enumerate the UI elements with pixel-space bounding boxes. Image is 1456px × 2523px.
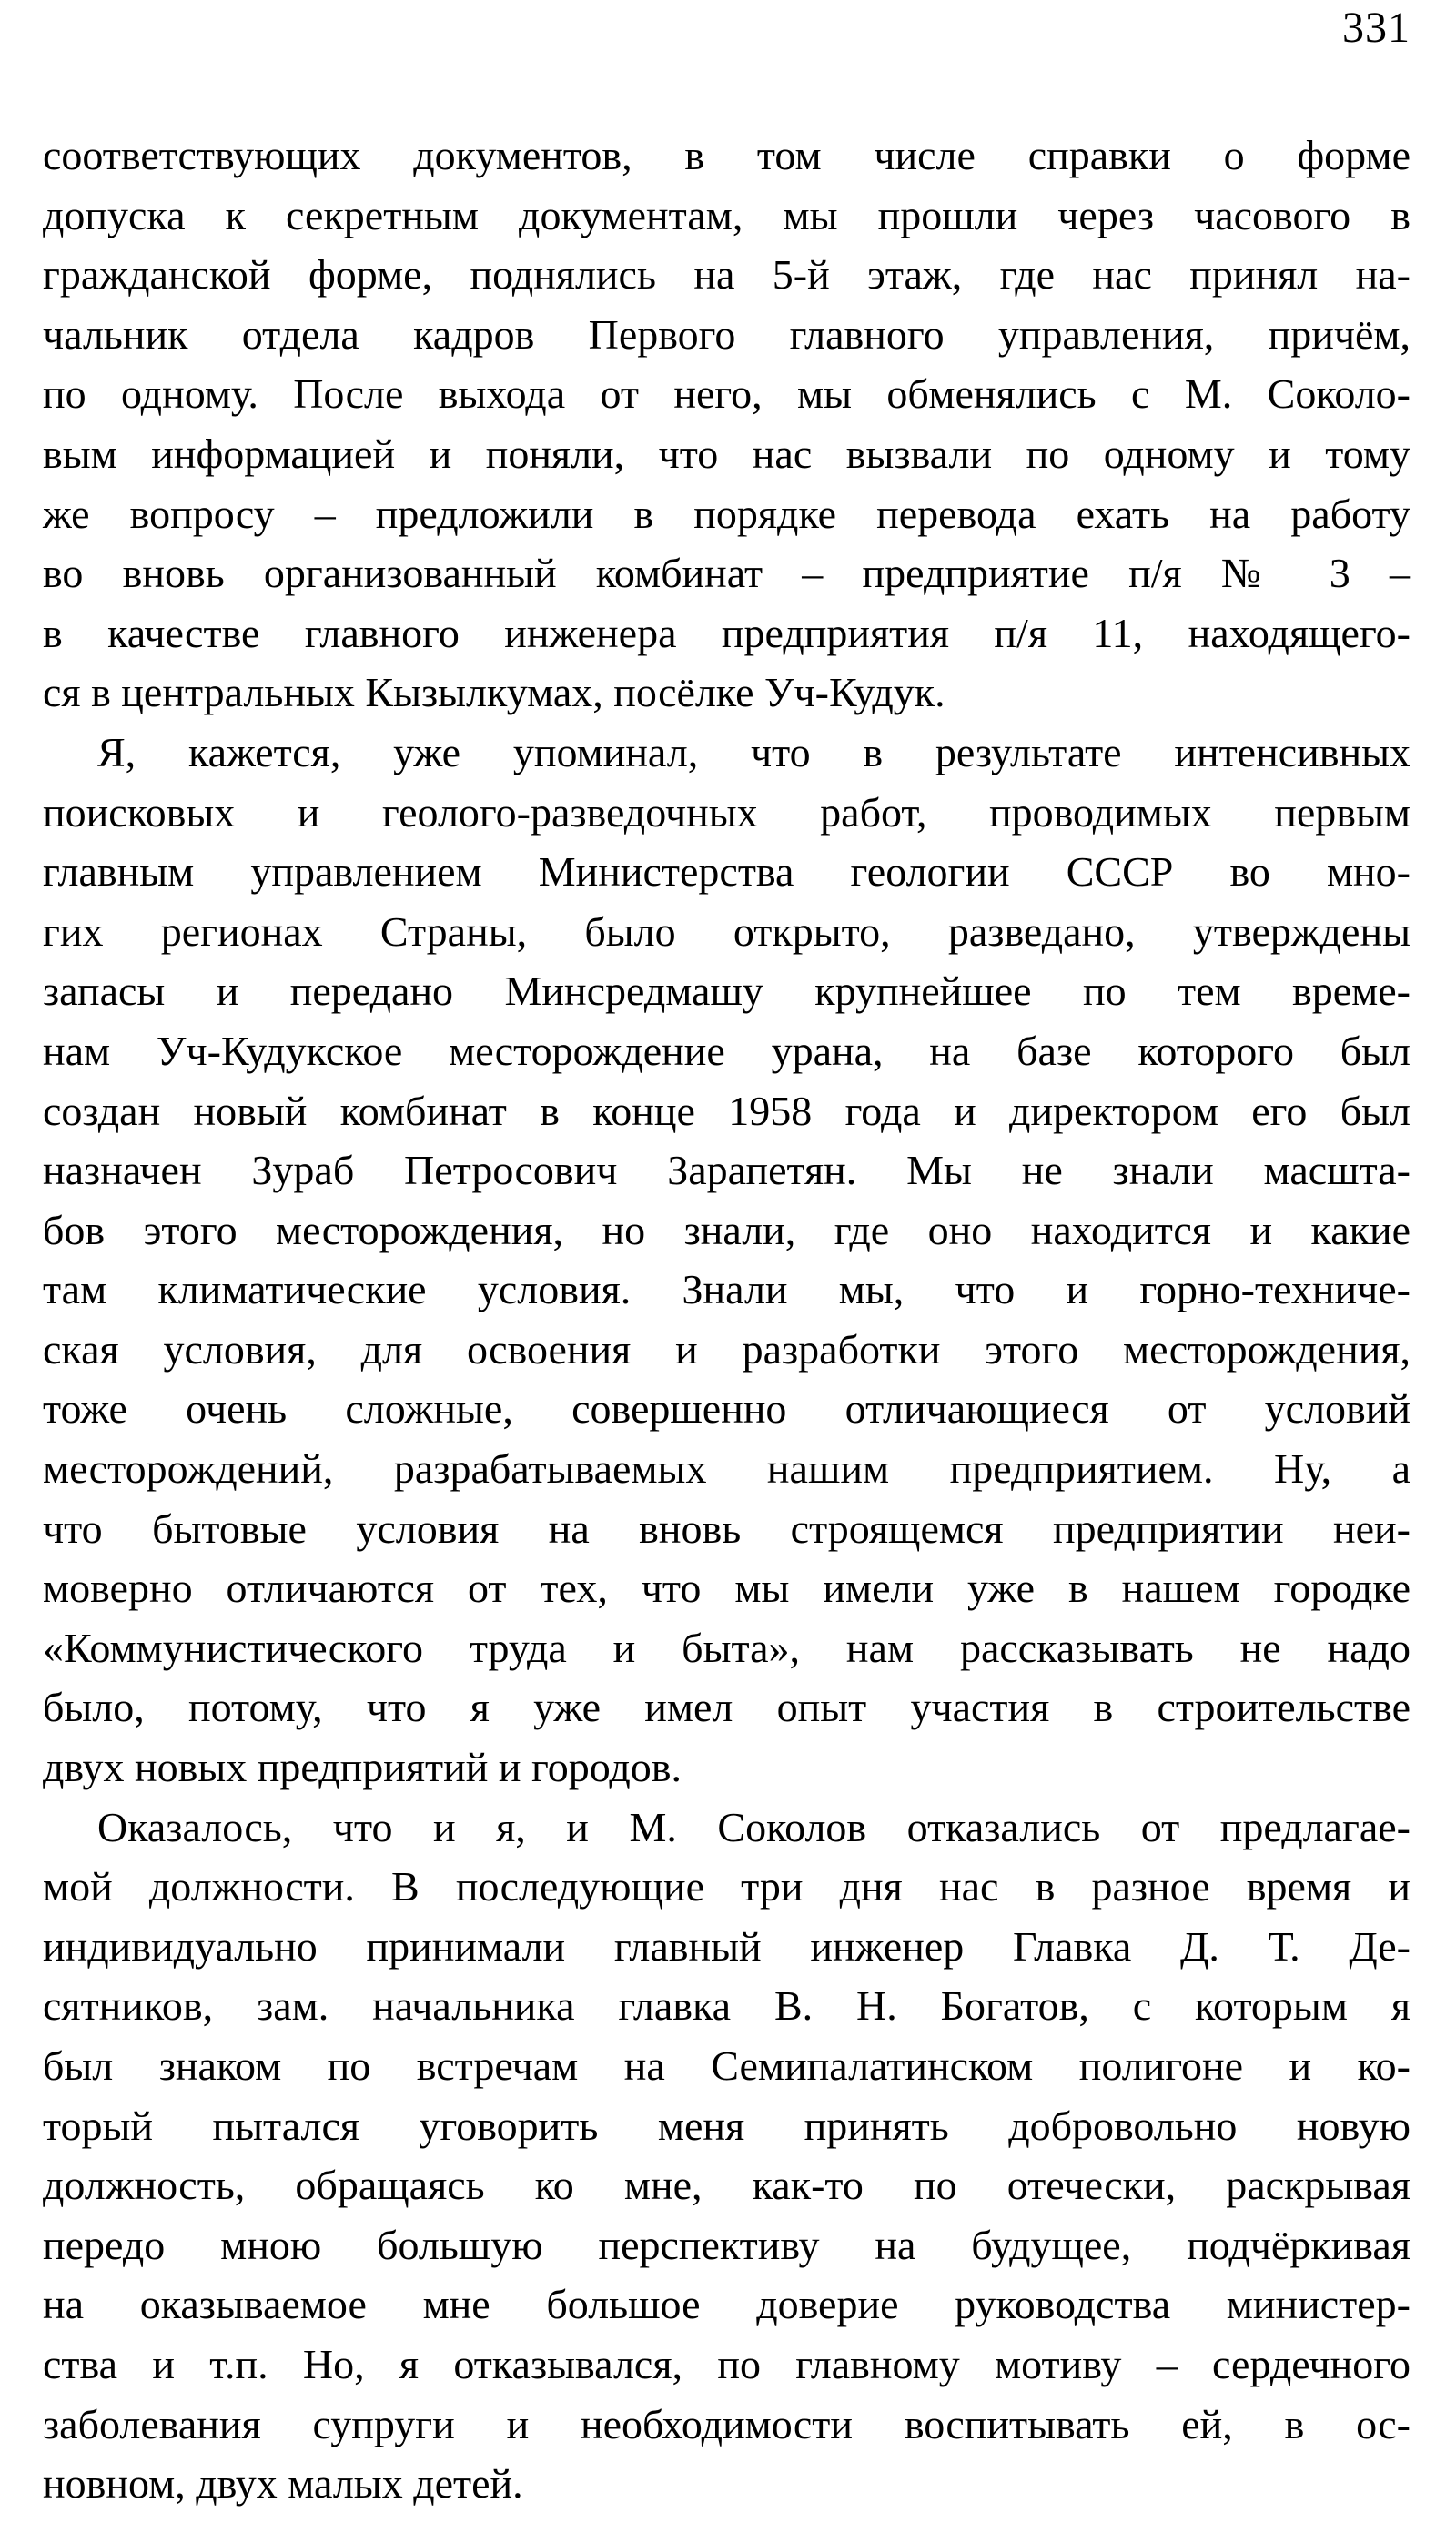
paragraph-3: [43, 1798, 1410, 2514]
text-line: на оказываемое мне большое доверие руководства министер-: [43, 2281, 1410, 2328]
text-line: нам Уч-Кудукское месторождение урана, на базе которого был: [43, 1027, 1410, 1074]
text-line: месторождений, разрабатываемых нашим предприятием. Ну, а: [43, 1445, 1410, 1493]
text-line: тоже очень сложные, совершенно отличающиеся от условий: [43, 1385, 1410, 1433]
text-line: поисковых и геолого-разведочных работ, проводимых первым: [43, 788, 1410, 836]
text-line: ся в центральных Кызылкумах, посёлке Уч-Кудук.: [43, 669, 945, 716]
text-line: гих регионах Страны, было открыто, разведано, утверждены: [43, 907, 1410, 955]
text-line: моверно отличаются от тех, что мы имели уже в нашем городке: [43, 1565, 1410, 1612]
text-line: двух новых предприятий и городов.: [43, 1744, 682, 1791]
paragraph-1: [43, 126, 1410, 723]
text-line: должность, обращаясь ко мне, как-то по отечески, раскрывая: [43, 2162, 1410, 2209]
text-line: было, потому, что я уже имел опыт участия в строительстве: [43, 1684, 1410, 1731]
text-line: в качестве главного инженера предприятия п/я 11, находящего-: [43, 609, 1410, 656]
text-line: новном, двух малых детей.: [43, 2460, 523, 2508]
text-line: гражданской форме, поднялись на 5-й этаж, где нас принял на-: [43, 251, 1410, 299]
text-line: бов этого месторождения, но знали, где оно находится и какие: [43, 1206, 1410, 1253]
text-line: допуска к секретным документам, мы прошли через часового в: [43, 191, 1410, 238]
text-line: чальник отдела кадров Первого главного управления, причём,: [43, 310, 1410, 358]
text-line: заболевания супруги и необходимости воспитывать ей, в ос-: [43, 2400, 1410, 2447]
text-line: по одному. После выхода от него, мы обменялись с М. Соколо-: [43, 370, 1410, 418]
text-line: назначен Зураб Петросович Зарапетян. Мы не знали масшта-: [43, 1147, 1410, 1194]
paragraph-2: [43, 723, 1410, 1798]
text-line: передо мною большую перспективу на будущее, подчёркивая: [43, 2221, 1410, 2268]
text-line: соответствующих документов, в том числе справки о форме: [43, 132, 1410, 178]
text-line: главным управлением Министерства геологии СССР во мно-: [43, 848, 1410, 896]
text-line: что бытовые условия на вновь строящемся предприятии неи-: [43, 1505, 1410, 1552]
text-line: ская условия, для освоения и разработки этого месторождения,: [43, 1325, 1410, 1373]
text-line: сятников, зам. начальника главка В. Н. Богатов, с которым я: [43, 1982, 1410, 2030]
text-line: запасы и передано Минсредмашу крупнейшее по тем време-: [43, 968, 1410, 1015]
text-line: же вопросу – предложили в порядке перевода ехать на работу: [43, 490, 1410, 537]
text-line: индивидуально принимали главный инженер Главка Д. Т. Де-: [43, 1922, 1410, 1970]
text-line: ства и т.п. Но, я отказывался, по главному мотиву – сердечного: [43, 2340, 1410, 2387]
text-line: во вновь организованный комбинат – предприятие п/я № 3 –: [43, 550, 1410, 597]
text-line: торый пытался уговорить меня принять добровольно новую: [43, 2102, 1410, 2149]
text-line: там климатические условия. Знали мы, что и горно-техниче-: [43, 1266, 1410, 1313]
text-line: был знаком по встречам на Семипалатинском полигоне и ко-: [43, 2042, 1410, 2089]
text-line: «Коммунистического труда и быта», нам рассказывать не надо: [43, 1624, 1410, 1671]
text-line: Я, кажется, уже упоминал, что в результате интенсивных: [97, 728, 1410, 775]
text-line: Оказалось, что и я, и М. Соколов отказались от предлагае-: [97, 1803, 1410, 1850]
text-line: создан новый комбинат в конце 1958 года и директором его был: [43, 1087, 1410, 1134]
text-block: [43, 126, 1410, 2514]
page-number: 331: [1342, 4, 1410, 52]
text-line: вым информацией и поняли, что нас вызвали по одному и тому: [43, 430, 1410, 477]
text-line: мой должности. В последующие три дня нас в разное время и: [43, 1863, 1410, 1910]
